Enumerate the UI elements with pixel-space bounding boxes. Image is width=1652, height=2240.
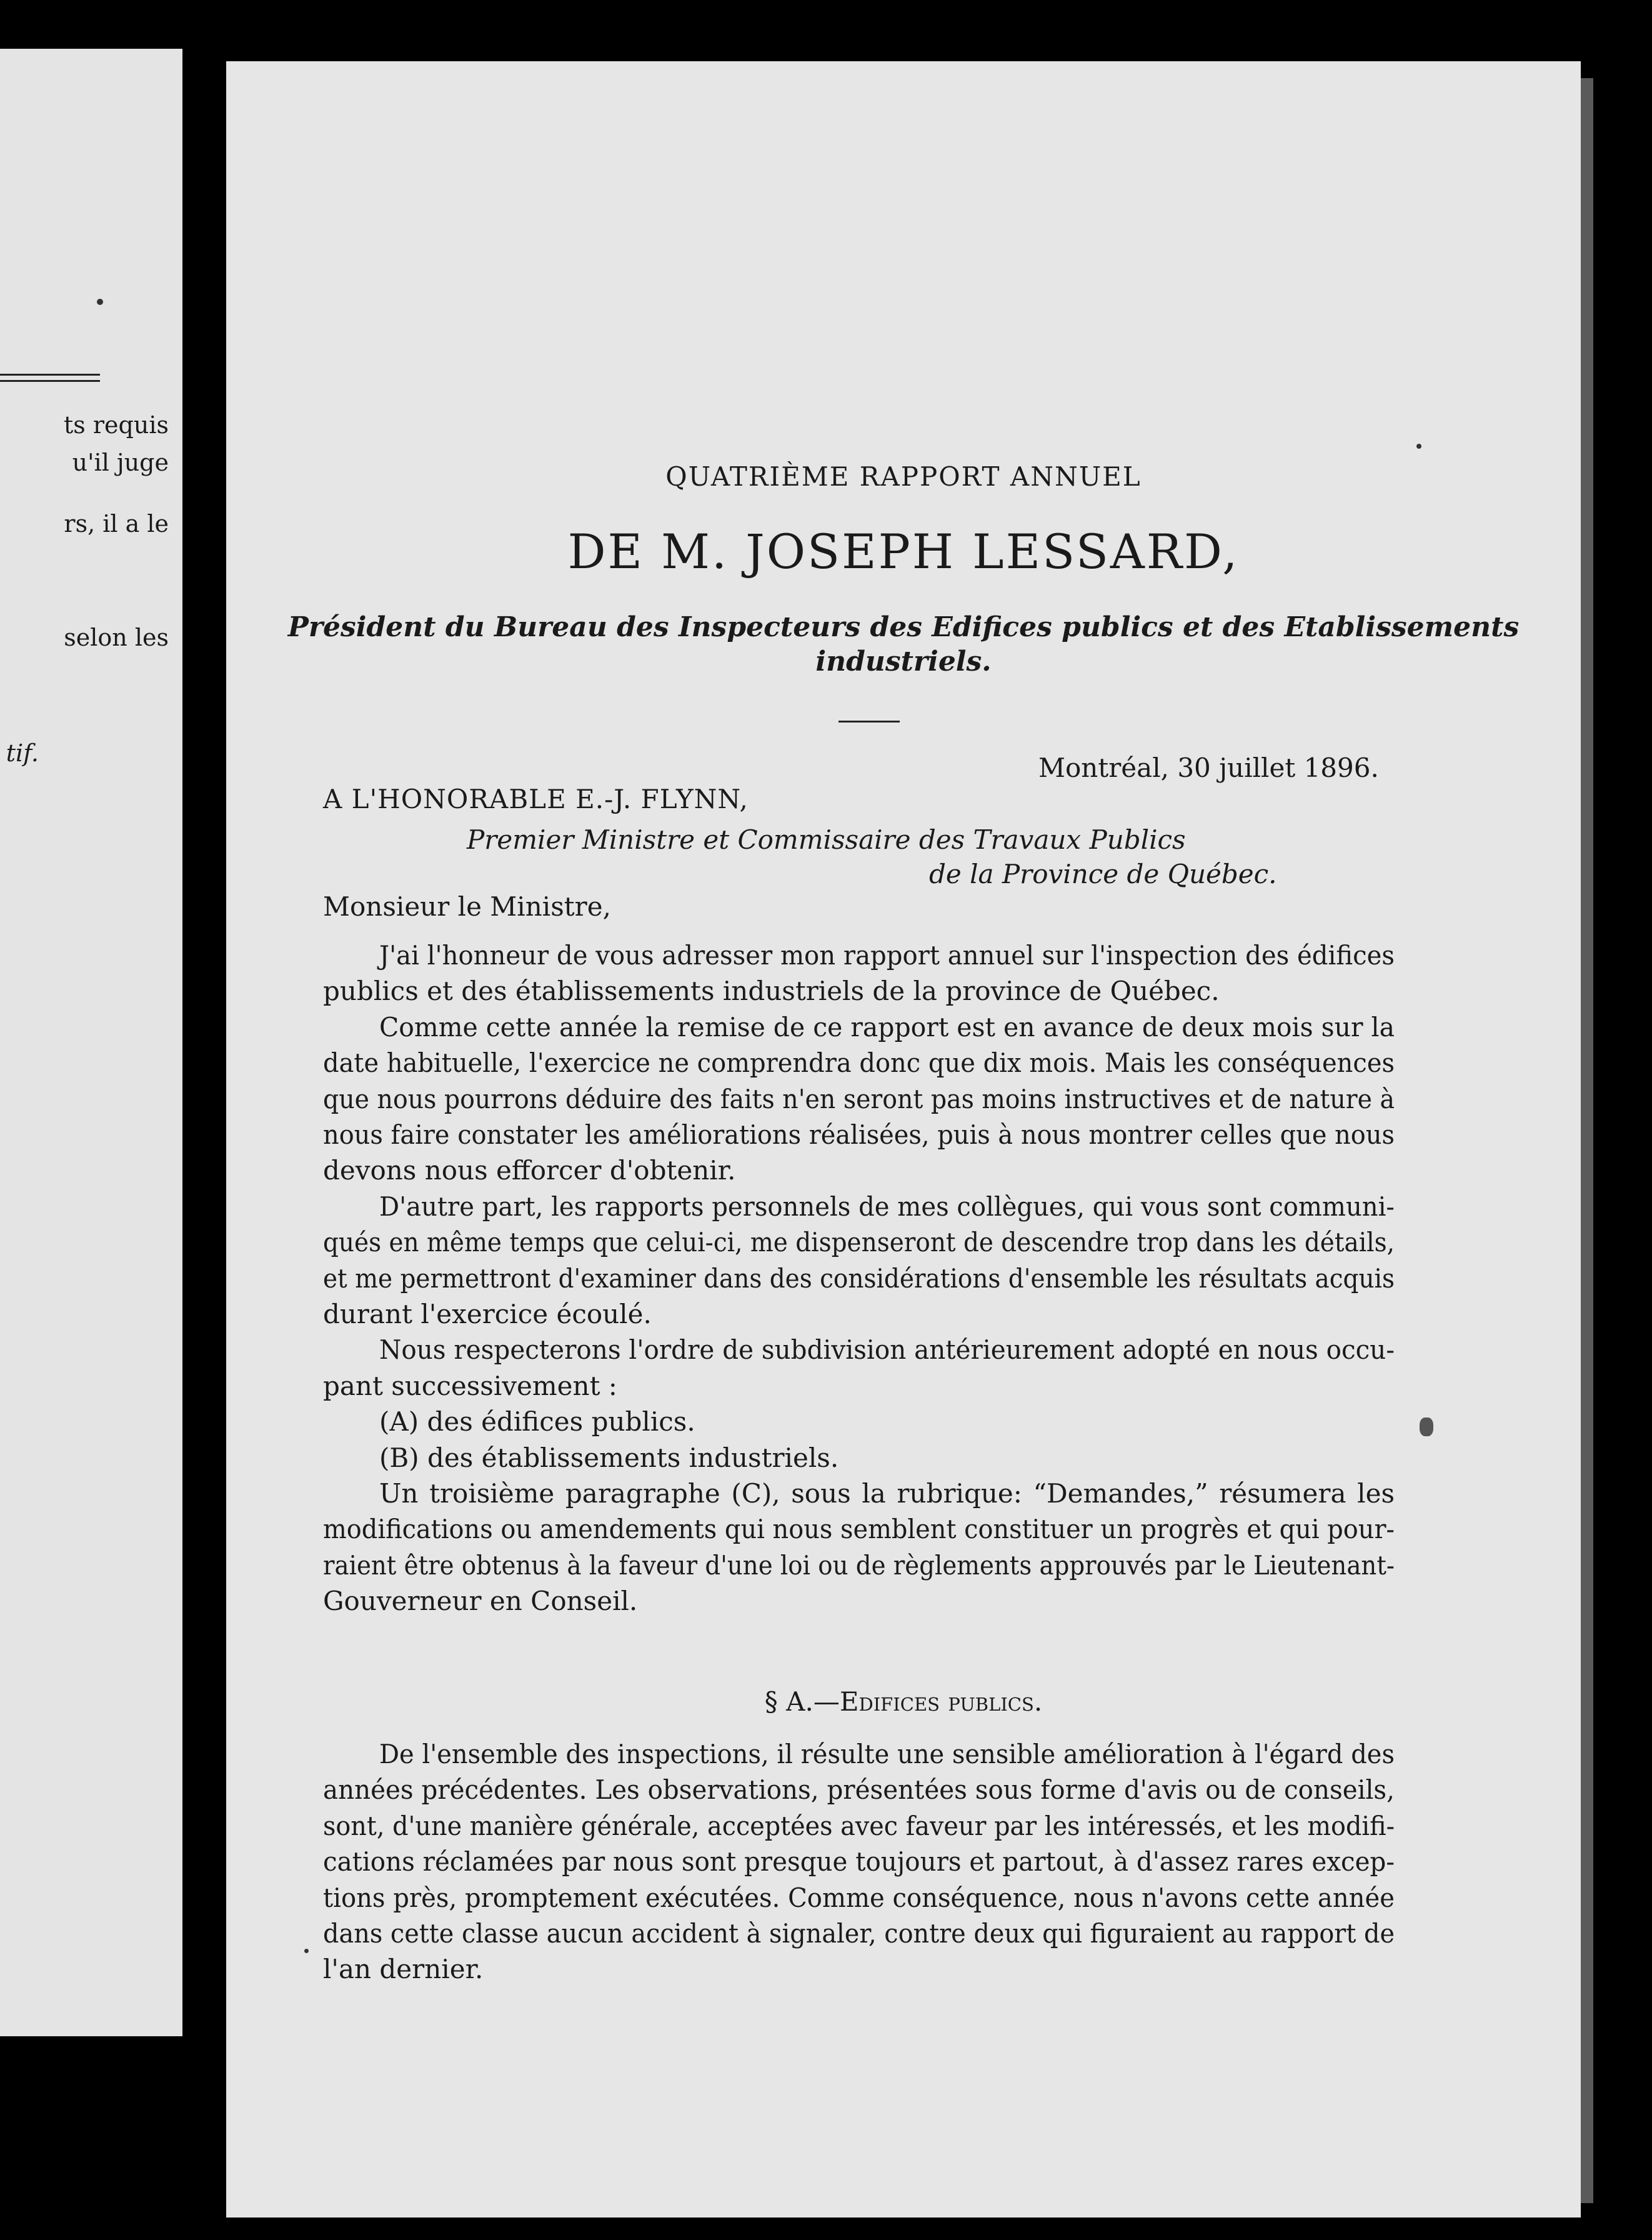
report-subtitle: industriels. xyxy=(815,646,992,678)
body-line: et me permettront d'examiner dans des considérations d'ensemble les résultats acquis xyxy=(323,1262,1395,1294)
left-facing-page xyxy=(0,49,182,2036)
body-line: qués en même temps que celui-ci, me dispenseront de descendre trop dans les détails, xyxy=(323,1227,1395,1258)
body-line: publics et des établissements industriels de la province de Québec. xyxy=(323,976,1220,1007)
ink-speck xyxy=(1420,1418,1433,1436)
body-line: date habituelle, l'exercice ne comprendra donc que dix mois. Mais les conséquences xyxy=(323,1048,1395,1079)
body-line: Un troisième paragraphe (C), sous la rubrique: “Demandes,” résumera les xyxy=(379,1478,1395,1509)
left-page-text: rs, il a le xyxy=(64,510,169,538)
section-title: —Edifices publics. xyxy=(813,1686,1043,1717)
left-page-rule xyxy=(0,380,100,382)
document-page xyxy=(226,61,1581,2218)
left-page-text: ts requis xyxy=(64,411,169,439)
body-line: (B) des établissements industriels. xyxy=(379,1442,839,1473)
addressee-title: Premier Ministre et Commissaire des Travaux Publics xyxy=(467,824,1186,855)
body-line: nous faire constater les améliorations réalisées, puis à nous montrer celles que nous xyxy=(323,1119,1395,1150)
section-line: années précédentes. Les observations, présentées sous forme d'avis ou de conseils, xyxy=(323,1774,1395,1806)
body-line: raient être obtenus à la faveur d'une loi ou de règlements approuvés par le Lieutenant- xyxy=(323,1549,1395,1581)
report-subtitle: Président du Bureau des Inspecteurs des Edifices publics et des Etablissements xyxy=(287,611,1520,643)
left-page-text: selon les xyxy=(64,624,169,651)
section-line: sont, d'une manière générale, acceptées avec faveur par les intéressés, et les modifi- xyxy=(323,1810,1395,1841)
body-line: Nous respecterons l'ordre de subdivision antérieurement adopté en nous occu- xyxy=(379,1334,1395,1366)
body-line: (A) des édifices publics. xyxy=(379,1406,695,1438)
title-divider xyxy=(838,721,900,722)
body-line: modifications ou amendements qui nous semblent constituer un progrès et qui pour- xyxy=(323,1514,1395,1545)
letter-salutation: Monsieur le Ministre, xyxy=(323,891,611,922)
ink-speck xyxy=(97,299,103,305)
body-line: Comme cette année la remise de ce rapport est en avance de deux mois sur la xyxy=(379,1011,1395,1042)
section-line: cations réclamées par nous sont presque toujours et partout, à d'assez rares excep- xyxy=(323,1846,1395,1878)
section-line: tions près, promptement exécutées. Comme conséquence, nous n'avons cette année xyxy=(323,1882,1395,1913)
body-line: pant successivement : xyxy=(323,1370,617,1401)
left-page-rule xyxy=(0,374,100,376)
body-line: D'autre part, les rapports personnels de mes collègues, qui vous sont communi- xyxy=(379,1191,1395,1222)
report-title: DE M. JOSEPH LESSARD, xyxy=(567,524,1240,579)
section-heading xyxy=(226,1686,1581,1717)
addressee-title: de la Province de Québec. xyxy=(929,859,1277,889)
left-page-text: tif. xyxy=(6,739,39,767)
body-line: durant l'exercice écoulé. xyxy=(323,1299,652,1329)
section-line: l'an dernier. xyxy=(323,1954,484,1985)
section-line: dans cette classe aucun accident à signaler, contre deux qui figuraient au rapport de xyxy=(323,1918,1395,1949)
report-kicker: QUATRIÈME RAPPORT ANNUEL xyxy=(665,461,1142,492)
section-marker: § A. xyxy=(764,1686,814,1717)
body-line: Gouverneur en Conseil. xyxy=(323,1586,638,1617)
body-line: J'ai l'honneur de vous adresser mon rapport annuel sur l'inspection des édifices xyxy=(379,940,1395,971)
left-page-text: u'il juge xyxy=(72,449,169,476)
page-edge xyxy=(1581,78,1593,2203)
body-line: que nous pourrons déduire des faits n'en seront pas moins instructives et de nature à xyxy=(323,1083,1395,1114)
body-line: devons nous efforcer d'obtenir. xyxy=(323,1155,736,1186)
section-line: De l'ensemble des inspections, il résulte une sensible amélioration à l'égard des xyxy=(379,1739,1395,1769)
letter-addressee: A L'HONORABLE E.-J. FLYNN, xyxy=(323,784,749,814)
ink-speck xyxy=(304,1949,309,1953)
ink-speck xyxy=(1416,444,1421,449)
letter-date: Montréal, 30 juillet 1896. xyxy=(1038,752,1379,783)
